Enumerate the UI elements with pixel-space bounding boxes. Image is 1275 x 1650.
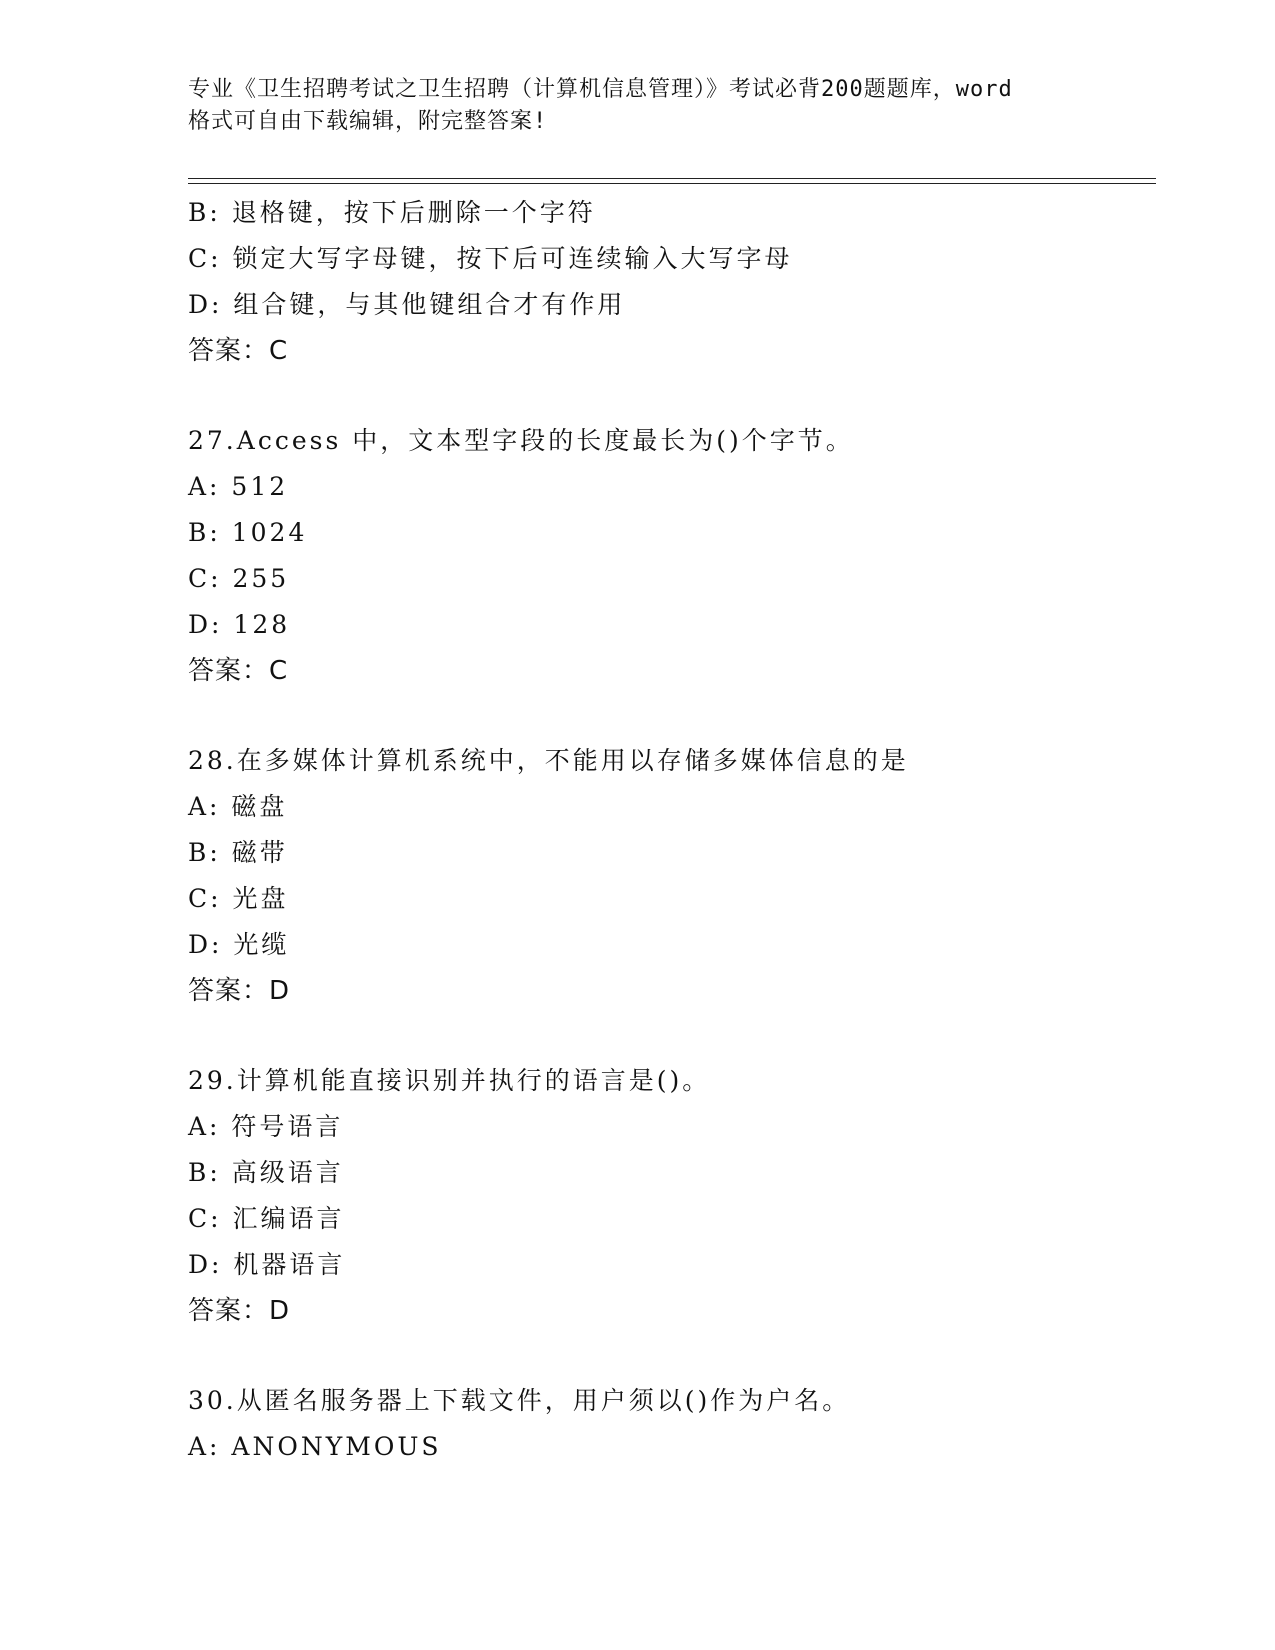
spacer [188,374,1148,418]
question-28 [188,738,1148,1014]
header-line-1: 专业《卫生招聘考试之卫生招聘（计算机信息管理）》考试必背200题题库，word [188,77,1013,102]
option-b: B: 1024 [188,518,308,547]
option-a: A: 磁盘 [188,792,288,821]
option-d: D: 128 [188,610,291,639]
question-27 [188,418,1148,694]
option-a: A: 符号语言 [188,1112,344,1141]
option-b: B: 磁带 [188,838,288,867]
question-stem: 29.计算机能直接识别并执行的语言是()。 [188,1066,711,1095]
answer-line: 答案：D [188,1296,291,1326]
option-b: B: 高级语言 [188,1158,344,1187]
header-divider-bottom [188,183,1156,184]
question-26-continued [188,190,1148,374]
question-stem: 28.在多媒体计算机系统中，不能用以存储多媒体信息的是 [188,746,909,775]
spacer [188,694,1148,738]
header-divider-top [188,178,1156,179]
spacer [188,1014,1148,1058]
question-stem: 30.从匿名服务器上下载文件，用户须以()作为户名。 [188,1386,851,1415]
question-30 [188,1378,1148,1470]
question-list [188,190,1148,1470]
answer-line: 答案：D [188,976,291,1006]
option-c: C: 锁定大写字母键，按下后可连续输入大写字母 [188,244,793,273]
option-b: B: 退格键，按下后删除一个字符 [188,198,596,227]
option-c: C: 汇编语言 [188,1204,345,1233]
option-a: A: 512 [188,472,289,501]
option-c: C: 光盘 [188,884,289,913]
option-d: D: 光缆 [188,930,290,959]
header-line-2: 格式可自由下载编辑，附完整答案! [188,109,548,134]
option-d: D: 组合键，与其他键组合才有作用 [188,290,626,319]
answer-line: 答案：C [188,336,289,366]
document-header [188,74,1088,138]
question-stem: 27.Access 中，文本型字段的长度最长为()个字节。 [188,426,854,455]
option-c: C: 255 [188,564,290,593]
answer-line: 答案：C [188,656,289,686]
question-29 [188,1058,1148,1334]
option-a: A: ANONYMOUS [188,1432,442,1461]
spacer [188,1334,1148,1378]
option-d: D: 机器语言 [188,1250,346,1279]
